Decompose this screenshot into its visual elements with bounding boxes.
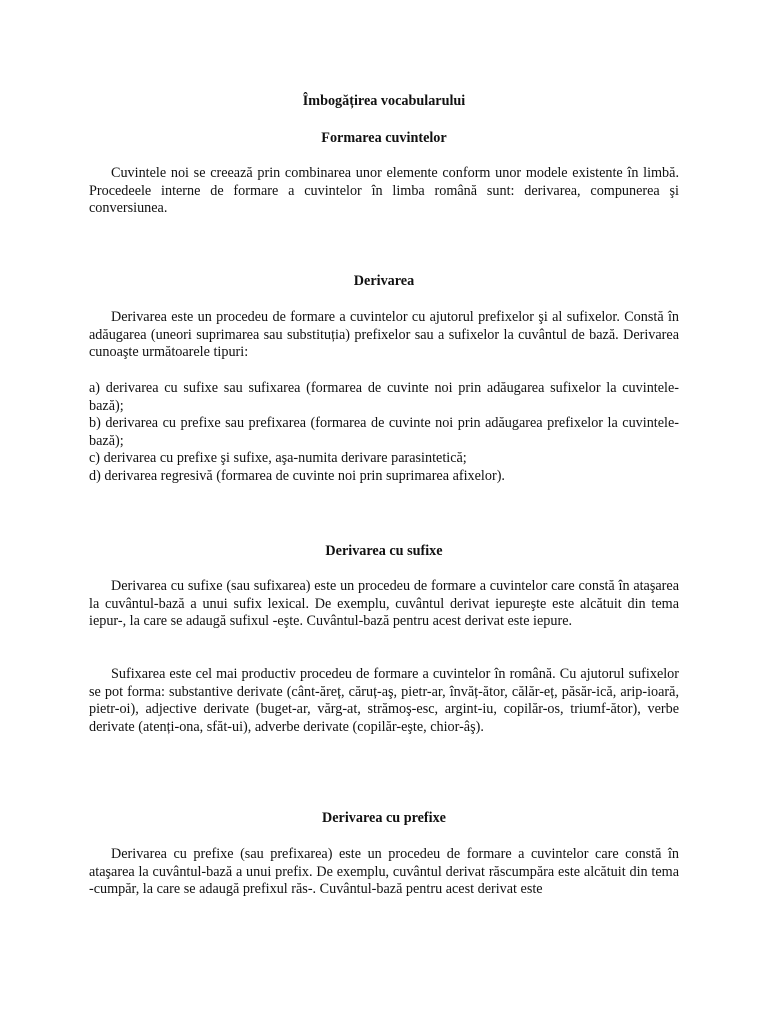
section-heading-formarea: Formarea cuvintelor — [321, 130, 447, 146]
paragraph-formarea: Cuvintele noi se creează prin combinarea unor elemente conform unor modele existente în limbă. Procedeele interne de formare a cuvintelor în limba română sunt: derivarea, compunerea şi conversiunea. — [89, 165, 679, 217]
derivation-types-list — [89, 380, 679, 486]
paragraph-derivarea: Derivarea este un procedeu de formare a cuvintelor cu ajutorul prefixelor şi al sufixelor. Constă în adăugarea (uneori suprimarea sau substituția) prefixelor sau a sufixelor la cuvântul de bază. Derivarea cunoaşte următoarele tipuri: — [89, 309, 679, 361]
section-heading-derivarea: Derivarea — [353, 273, 415, 289]
section-heading-prefixe: Derivarea cu prefixe — [322, 810, 446, 826]
section-heading-sufixe: Derivarea cu sufixe — [325, 543, 443, 559]
paragraph-sufixe-2: Sufixarea este cel mai productiv procedeu de formare a cuvintelor în română. Cu ajutorul sufixelor se pot forma: substantive derivate (cânt-ăreț, căruț-aş, pietr-ar, învăț-ător, călăr-eț, păsăr-ică, arip-ioară, pietr-oi), adjective derivate (buget-ar, vărg-at, strămoş-esc, argint-iu, copilăr-os, triumf-ător), verbe derivate (atenți-ona, sfăt-ui), adverbe derivate (copilăr-eşte, chior-âş). — [89, 666, 679, 735]
document-title: Îmbogățirea vocabularului — [302, 93, 466, 109]
list-item: c) derivarea cu prefixe şi sufixe, aşa-numita derivare parasintetică; — [89, 450, 467, 467]
list-item: b) derivarea cu prefixe sau prefixarea (formarea de cuvinte noi prin adăugarea prefixelor la cuvintele-bază); — [89, 415, 679, 449]
paragraph-prefixe-1: Derivarea cu prefixe (sau prefixarea) este un procedeu de formare a cuvintelor care constă în ataşarea la cuvântul-bază a unui prefix. De exemplu, cuvântul derivat răscumpăra este alcătuit din tema -cumpăr, la care se adaugă prefixul răs-. Cuvântul-bază pentru acest derivat este — [89, 846, 679, 898]
paragraph-sufixe-1: Derivarea cu sufixe (sau sufixarea) este un procedeu de formare a cuvintelor care constă în ataşarea la cuvântul-bază a unui sufix lexical. De exemplu, cuvântul derivat iepureşte este alcătuit din tema iepur-, la care se adaugă sufixul -eşte. Cuvântul-bază pentru acest derivat este iepure. — [89, 578, 679, 630]
list-item: a) derivarea cu sufixe sau sufixarea (formarea de cuvinte noi prin adăugarea sufixelor la cuvintele-bază); — [89, 380, 679, 414]
list-item: d) derivarea regresivă (formarea de cuvinte noi prin suprimarea afixelor). — [89, 467, 505, 484]
